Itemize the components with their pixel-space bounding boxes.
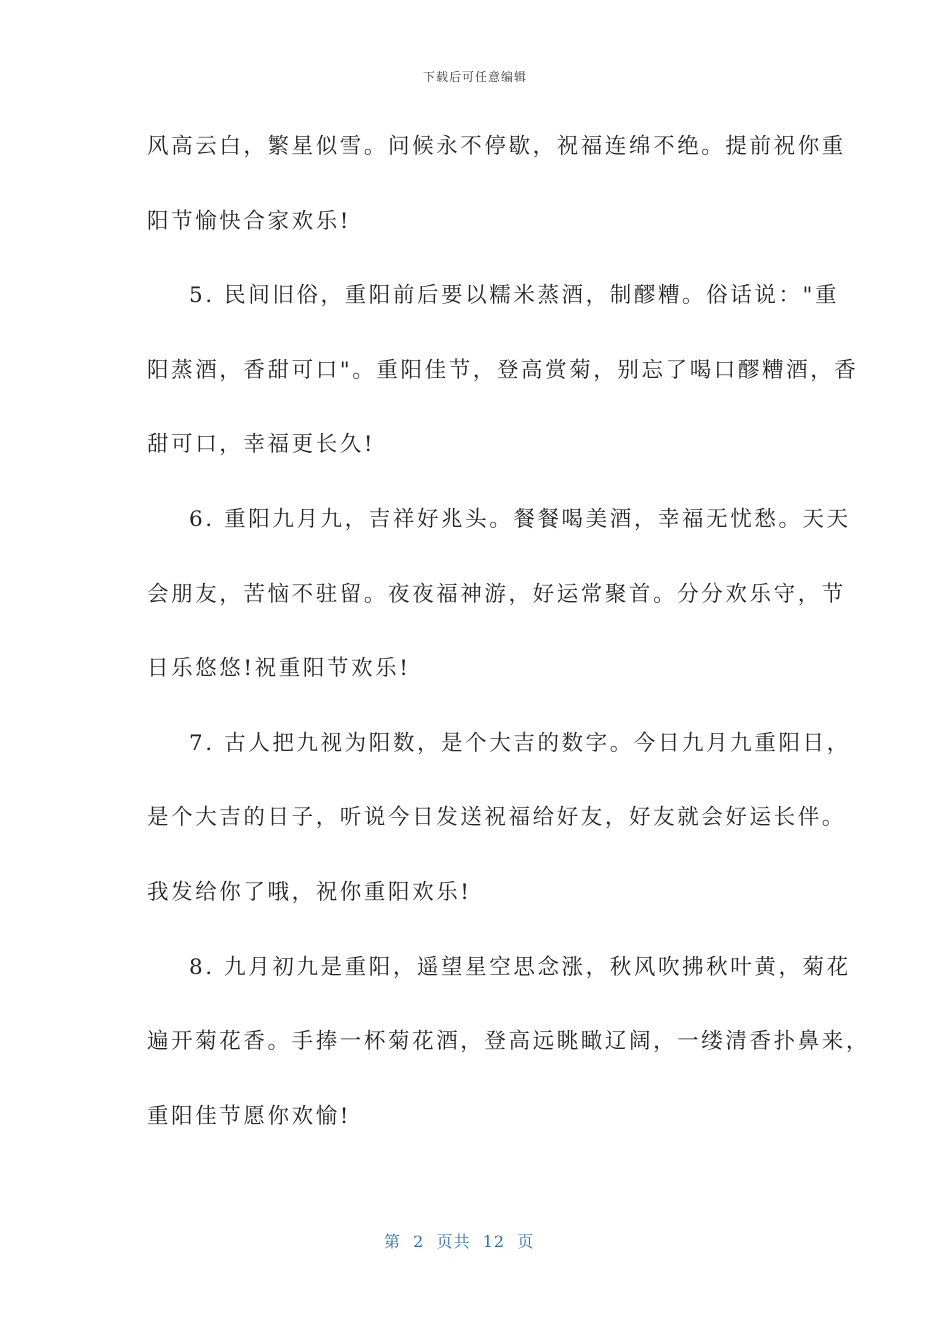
- text-line: 遍开菊花香。手捧一杯菊花酒，登高远眺瞰辽阔，一缕清香扑鼻来，: [147, 1029, 871, 1055]
- text-line: 我发给你了哦，祝你重阳欢乐!: [147, 879, 472, 905]
- list-item-8-line: 8. 九月初九是重阳，遥望星空思念涨，秋风吹拂秋叶黄，菊花: [189, 954, 851, 980]
- text-line: 甜可口，幸福更长久!: [147, 432, 376, 458]
- document-body: [147, 122, 871, 1166]
- list-item-6-line: 6. 重阳九月九，吉祥好兆头。餐餐喝美酒，幸福无忧愁。天天: [189, 506, 851, 532]
- text-line: 是个大吉的日子，听说今日发送祝福给好友，好友就会好运长伴。: [147, 805, 846, 831]
- list-item-7-line: 7. 古人把九视为阳数，是个大吉的数字。今日九月九重阳日，: [189, 730, 851, 756]
- page-header: 下载后可任意编辑: [422, 70, 527, 84]
- text-line: 风高云白，繁星似雪。问候永不停歇，祝福连绵不绝。提前祝你重: [147, 134, 846, 159]
- list-item-5-line: 5. 民间旧俗，重阳前后要以糯米蒸酒，制醪糟。俗话说："重: [189, 283, 840, 309]
- text-line: 会朋友，苦恼不驻留。夜夜福神游，好运常聚首。分分欢乐守，节: [147, 581, 846, 607]
- page-number-footer: 第 2 页共 12 页: [384, 1232, 535, 1251]
- text-line: 日乐悠悠!祝重阳节欢乐!: [147, 656, 411, 682]
- text-line: 阳节愉快合家欢乐!: [147, 208, 352, 234]
- text-line: 阳蒸酒，香甜可口"。重阳佳节，登高赏菊，别忘了喝口醪糟酒，香: [147, 357, 859, 383]
- text-line: 重阳佳节愿你欢愉!: [147, 1103, 352, 1129]
